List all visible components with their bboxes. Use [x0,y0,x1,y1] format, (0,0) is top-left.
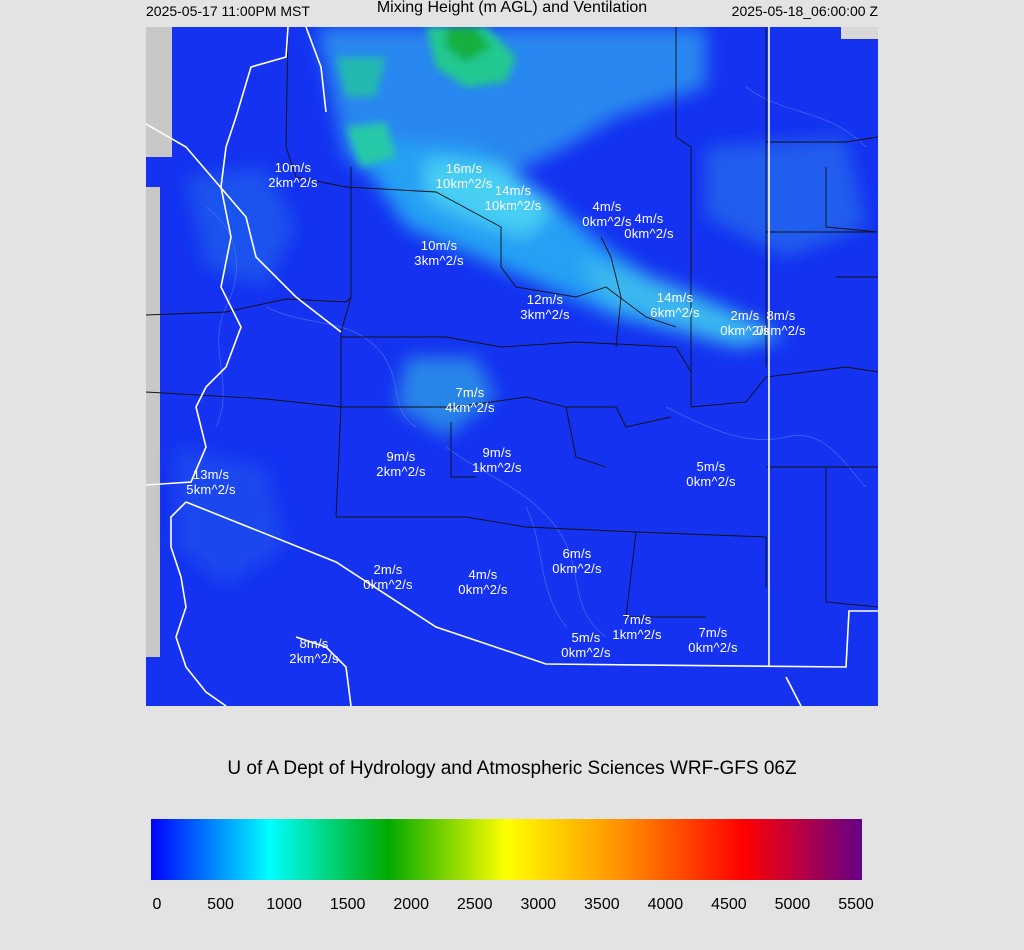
ventilation-value: 10km^2/s [435,176,493,191]
ventilation-value: 0km^2/s [363,577,413,592]
map-field [146,27,878,706]
station-label [414,238,463,268]
local-time-label: 2025-05-17 11:00PM MST [146,3,310,19]
wind-speed-value: 16m/s [445,161,483,176]
wind-speed-value: 5m/s [571,630,601,645]
ventilation-value: 3km^2/s [520,307,570,322]
station-label [756,308,805,338]
ventilation-value: 0km^2/s [582,214,632,229]
colorbar-tick-label: 5000 [774,896,811,913]
ventilation-value: 2km^2/s [376,464,426,479]
wind-speed-value: 12m/s [526,292,564,307]
station-label [688,625,737,655]
colorbar-tick-label: 1500 [329,896,366,913]
ventilation-value: 0km^2/s [458,582,508,597]
utc-time-label: 2025-05-18_06:00:00 Z [731,3,878,19]
ventilation-value: 0km^2/s [688,640,738,655]
ventilation-value: 0km^2/s [624,226,674,241]
wind-speed-value: 14m/s [494,183,532,198]
station-label [289,636,338,666]
wind-speed-value: 4m/s [592,199,622,214]
mixing-height-colorbar [151,819,862,880]
wind-speed-value: 2m/s [730,308,760,323]
colorbar-tick-label: 500 [207,896,234,913]
station-label [445,385,494,415]
station-label [612,612,661,642]
wind-speed-value: 13m/s [192,467,230,482]
ventilation-value: 1km^2/s [472,460,522,475]
wind-speed-value: 7m/s [622,612,652,627]
wind-speed-value: 8m/s [299,636,329,651]
ventilation-value: 4km^2/s [445,400,495,415]
colorbar-tick-label: 5500 [838,896,874,913]
station-label [458,567,507,597]
station-label [686,459,735,489]
wind-speed-value: 4m/s [634,211,664,226]
station-label [376,449,425,479]
station-label [624,211,673,241]
colorbar-tick-label: 0 [152,896,162,913]
station-label [552,546,601,576]
ventilation-value: 0km^2/s [720,323,770,338]
wind-speed-value: 5m/s [696,459,726,474]
colorbar-tick-label: 1000 [266,896,302,913]
colorbar-tick-label: 2000 [393,896,429,913]
colorbar-tick-label: 3500 [584,896,620,913]
colorbar-tick-label: 4000 [647,896,684,913]
wind-speed-value: 14m/s [656,290,694,305]
ventilation-value: 5km^2/s [186,482,236,497]
ventilation-value: 3km^2/s [414,253,464,268]
ventilation-value: 1km^2/s [612,627,662,642]
wind-speed-value: 4m/s [468,567,498,582]
station-label [268,160,317,190]
wind-speed-value: 8m/s [766,308,796,323]
colorbar-tick-label: 2500 [456,896,493,913]
station-label [650,290,699,320]
ventilation-value: 0km^2/s [756,323,806,338]
map-title: Mixing Height (m AGL) and Ventilation [376,0,648,16]
ventilation-value: 2km^2/s [268,175,318,190]
credit-line: U of A Dept of Hydrology and Atmospheric Sciences WRF-GFS 06Z [227,758,797,779]
wind-speed-value: 9m/s [482,445,512,460]
ventilation-value: 6km^2/s [650,305,700,320]
station-label [363,562,412,592]
ventilation-value: 0km^2/s [686,474,736,489]
station-label [520,292,569,322]
station-label [485,183,542,213]
wind-speed-value: 7m/s [698,625,728,640]
station-label [186,467,235,497]
station-label [472,445,521,475]
wind-speed-value: 6m/s [562,546,592,561]
mixing-height-map [146,27,878,706]
station-label [561,630,610,660]
ventilation-value: 0km^2/s [561,645,611,660]
colorbar-tick-label: 4500 [711,896,747,913]
colorbar-tick-label: 3000 [520,896,557,913]
ventilation-value: 2km^2/s [289,651,339,666]
wind-speed-value: 10m/s [420,238,458,253]
wind-speed-value: 7m/s [455,385,485,400]
wind-speed-value: 10m/s [274,160,312,175]
wind-speed-value: 2m/s [373,562,403,577]
ventilation-value: 10km^2/s [484,198,542,213]
ventilation-value: 0km^2/s [552,561,602,576]
wind-speed-value: 9m/s [386,449,416,464]
